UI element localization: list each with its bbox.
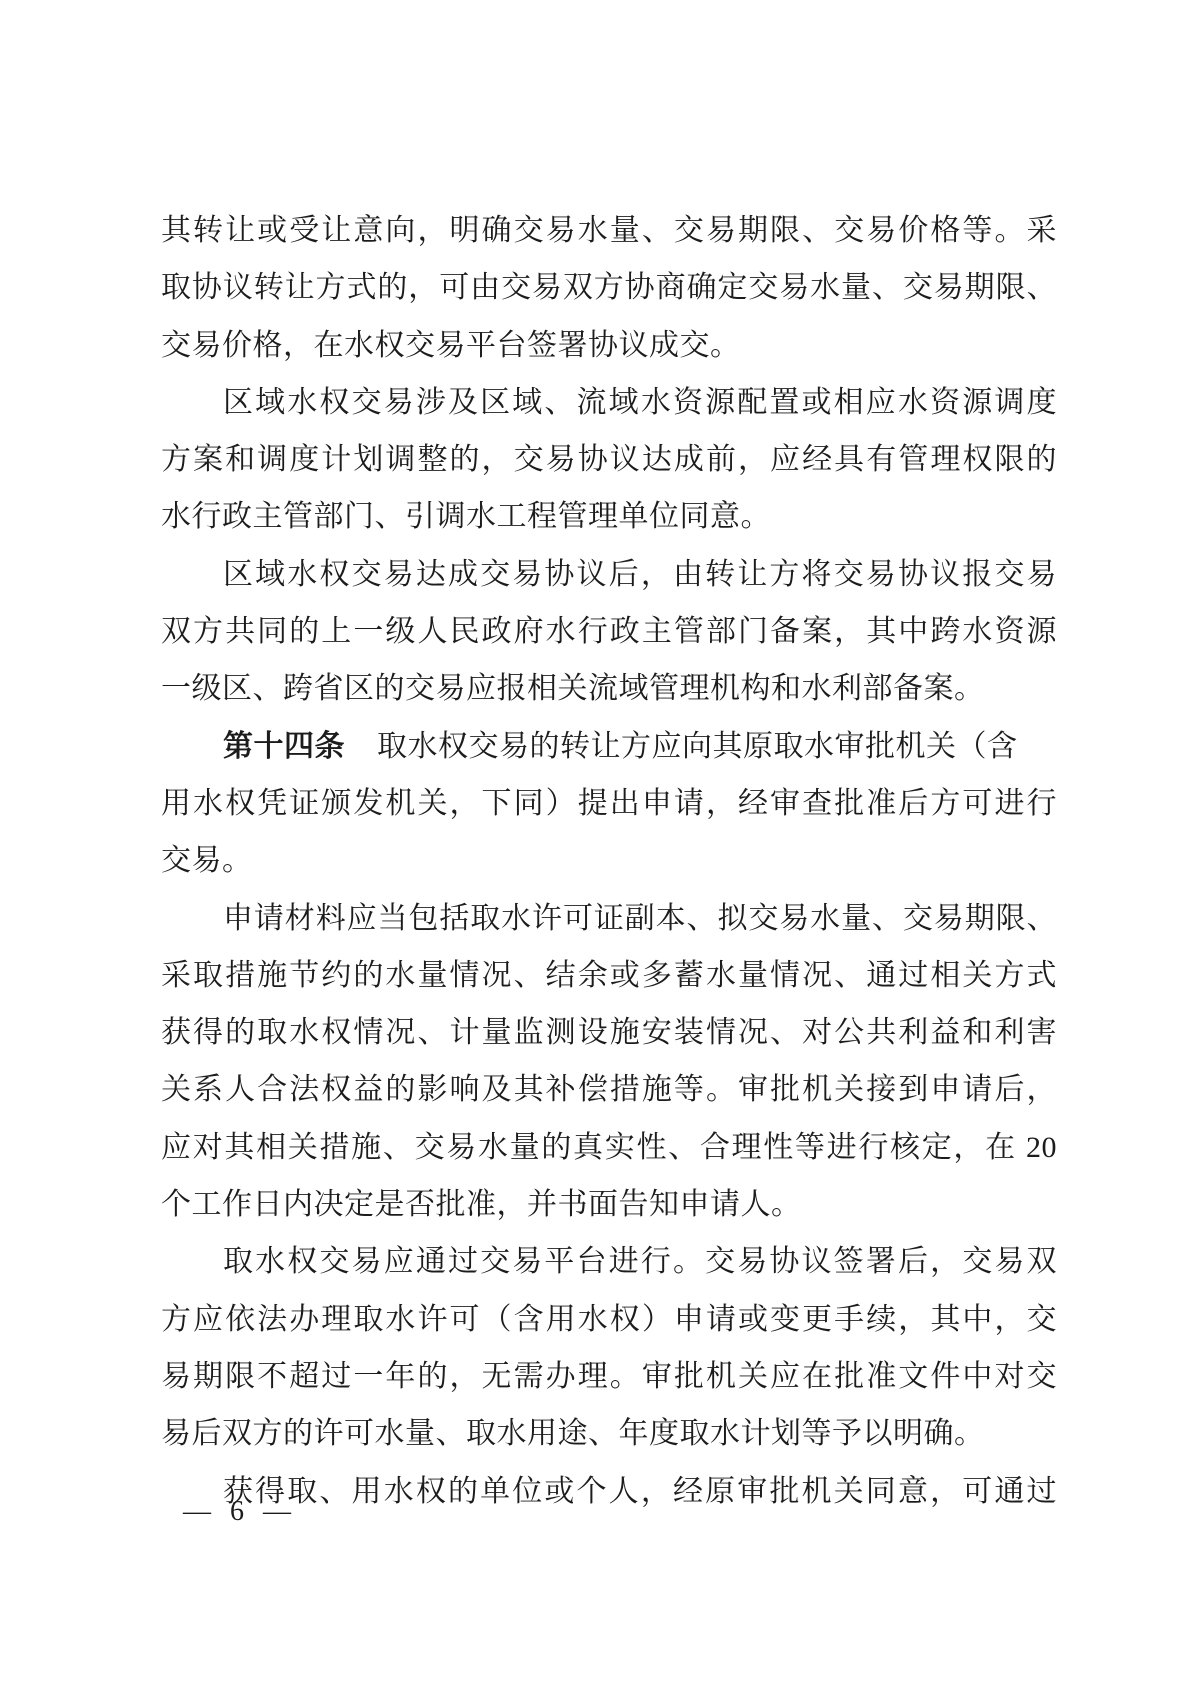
doc-line: 双方共同的上一级人民政府水行政主管部门备案，其中跨水资源 (161, 615, 1057, 649)
doc-line: 交易价格，在水权交易平台签署协议成交。 (161, 328, 741, 362)
doc-line: 区域水权交易涉及区域、流域水资源配置或相应水资源调度 (223, 385, 1057, 419)
doc-line: 获得取、用水权的单位或个人，经原审批机关同意，可通过 (223, 1474, 1057, 1508)
article-text: 取水权交易的转让方应向其原取水审批机关（含 (377, 729, 1018, 763)
doc-line: 交易。 (161, 844, 253, 878)
document-text-block (161, 202, 1057, 1520)
doc-line: 获得的取水权情况、计量监测设施安装情况、对公共利益和利害 (161, 1016, 1057, 1050)
doc-line-article-14 (161, 718, 1057, 775)
doc-line: 用水权凭证颁发机关，下同）提出申请，经审查批准后方可进行 (161, 786, 1057, 820)
doc-line: 易后双方的许可水量、取水用途、年度取水计划等予以明确。 (161, 1417, 985, 1451)
doc-line: 取水权交易应通过交易平台进行。交易协议签署后，交易双 (223, 1245, 1057, 1279)
doc-line: 区域水权交易达成交易协议后，由转让方将交易协议报交易 (223, 557, 1057, 591)
doc-line: 取协议转让方式的，可由交易双方协商确定交易水量、交易期限、 (161, 271, 1057, 305)
doc-line: 应对其相关措施、交易水量的真实性、合理性等进行核定，在 20 (161, 1130, 1057, 1164)
doc-line: 方应依法办理取水许可（含用水权）申请或变更手续，其中，交 (161, 1302, 1057, 1336)
doc-line: 易期限不超过一年的，无需办理。审批机关应在批准文件中对交 (161, 1359, 1057, 1393)
doc-line: 申请材料应当包括取水许可证副本、拟交易水量、交易期限、 (223, 901, 1057, 935)
article-number-label: 第十四条 (223, 729, 345, 763)
doc-line: 采取措施节约的水量情况、结余或多蓄水量情况、通过相关方式 (161, 958, 1057, 992)
doc-line: 关系人合法权益的影响及其补偿措施等。审批机关接到申请后， (161, 1073, 1057, 1107)
page-number: — 6 — (183, 1496, 297, 1527)
doc-line: 个工作日内决定是否批准，并书面告知申请人。 (161, 1188, 802, 1222)
doc-line: 水行政主管部门、引调水工程管理单位同意。 (161, 500, 771, 534)
doc-line: 方案和调度计划调整的，交易协议达成前，应经具有管理权限的 (161, 443, 1057, 477)
doc-line: 一级区、跨省区的交易应报相关流域管理机构和水利部备案。 (161, 672, 985, 706)
doc-line: 其转让或受让意向，明确交易水量、交易期限、交易价格等。采 (161, 214, 1057, 247)
